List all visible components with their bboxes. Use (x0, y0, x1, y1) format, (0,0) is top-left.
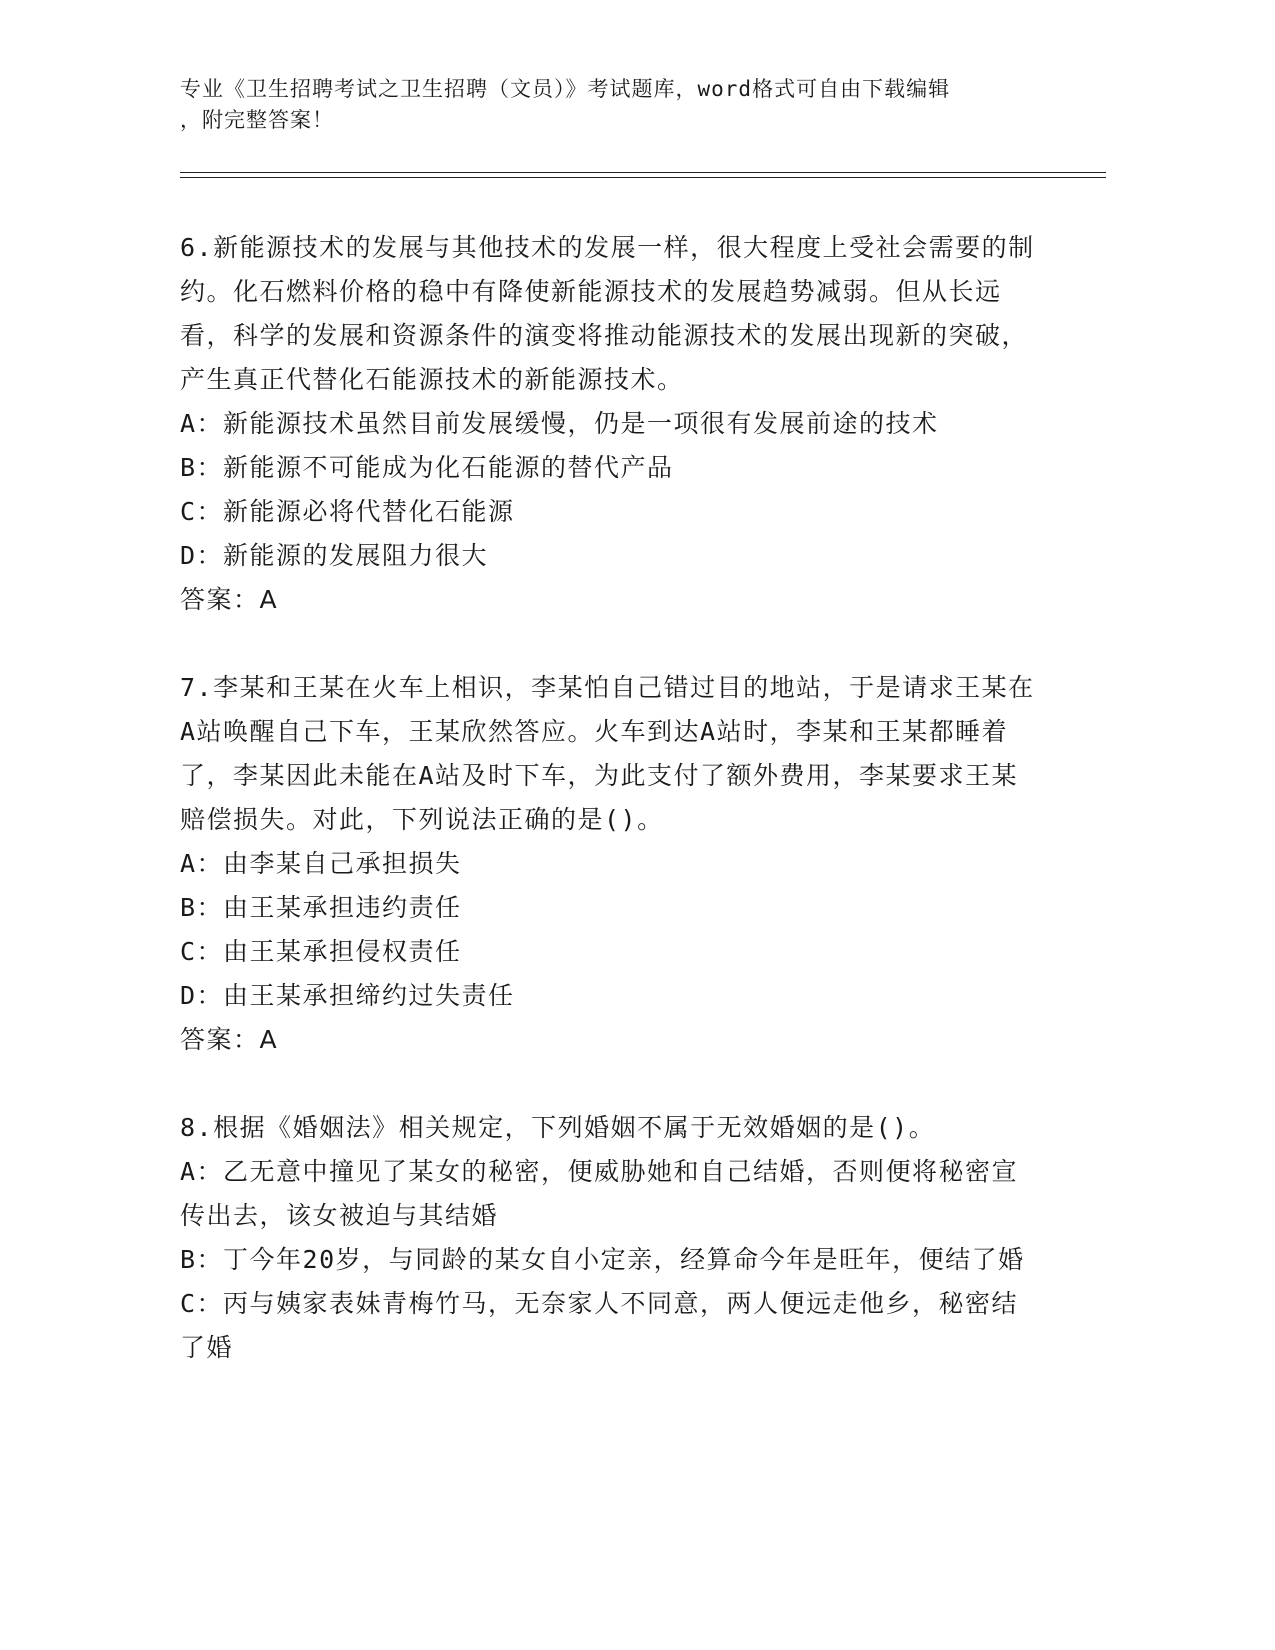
option-b: B：新能源不可能成为化石能源的替代产品 (180, 453, 674, 482)
option-c: C：由王某承担侵权责任 (180, 937, 462, 966)
option-b: B：丁今年20岁，与同龄的某女自小定亲，经算命今年是旺年，便结了婚 (180, 1245, 1025, 1274)
option-c: C：丙与姨家表妹青梅竹马，无奈家人不同意，两人便远走他乡，秘密结了婚 (180, 1289, 1019, 1362)
document-header (180, 74, 1040, 136)
question-6 (180, 226, 1040, 622)
option-a: A：新能源技术虽然目前发展缓慢，仍是一项很有发展前途的技术 (180, 409, 939, 438)
option-c: C：新能源必将代替化石能源 (180, 497, 515, 526)
question-stem: 6.新能源技术的发展与其他技术的发展一样，很大程度上受社会需要的制约。化石燃料价格的稳中有降使新能源技术的发展趋势减弱。但从长远看，科学的发展和资源条件的演变将推动能源技术的发展出现新的突破，产生真正代替化石能源技术的新能源技术。 (180, 233, 1035, 394)
header-line-1: 专业《卫生招聘考试之卫生招聘（文员）》考试题库，word格式可自由下载编辑 (180, 77, 951, 101)
answer: 答案：A (180, 1025, 279, 1054)
question-7 (180, 666, 1040, 1062)
question-8 (180, 1106, 1040, 1370)
option-b: B：由王某承担违约责任 (180, 893, 462, 922)
option-d: D：由王某承担缔约过失责任 (180, 981, 515, 1010)
question-stem: 7.李某和王某在火车上相识，李某怕自己错过目的地站，于是请求王某在A站唤醒自己下车，王某欣然答应。火车到达A站时，李某和王某都睡着了，李某因此未能在A站及时下车，为此支付了额外费用，李某要求王某赔偿损失。对此，下列说法正确的是()。 (180, 673, 1035, 834)
option-a: A：由李某自己承担损失 (180, 849, 462, 878)
header-divider-top (180, 172, 1106, 173)
option-a: A：乙无意中撞见了某女的秘密，便威胁她和自己结婚，否则便将秘密宣传出去，该女被迫与其结婚 (180, 1157, 1019, 1230)
header-line-2: ，附完整答案！ (180, 108, 334, 132)
option-d: D：新能源的发展阻力很大 (180, 541, 489, 570)
question-stem: 8.根据《婚姻法》相关规定，下列婚姻不属于无效婚姻的是()。 (180, 1113, 936, 1142)
question-list (180, 226, 1040, 1414)
answer: 答案：A (180, 585, 279, 614)
header-divider-bottom (180, 177, 1106, 178)
